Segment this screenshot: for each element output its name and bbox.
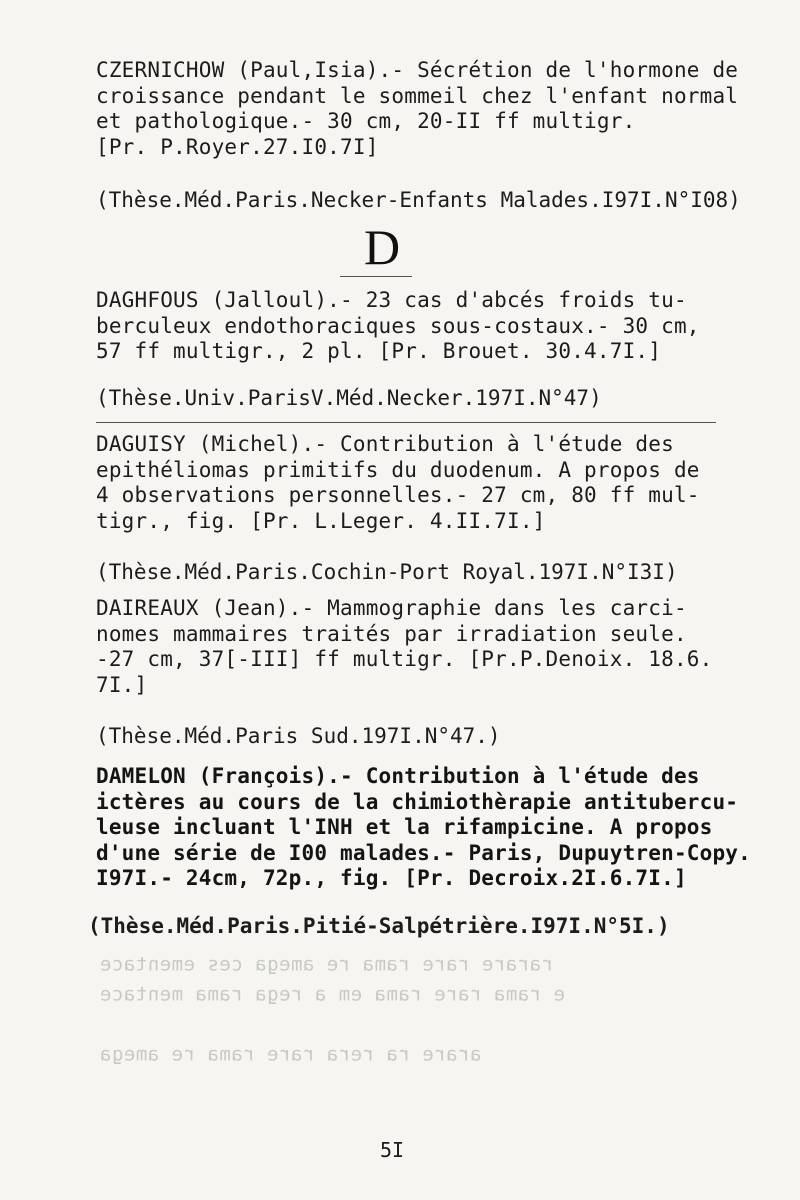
entry-line: tigr., fig. [Pr. L.Leger. 4.II.7I.]: [96, 508, 546, 533]
entry-line: leuse incluant l'INH et la rifampicine. A propos: [96, 815, 713, 839]
entry-line: et pathologique.- 30 cm, 20-II ff multigr.: [96, 109, 636, 133]
entry-line: DAIREAUX (Jean).- Mammographie dans les carci-: [96, 596, 687, 620]
entry-line: 57 ff multigr., 2 pl. [Pr. Brouet. 30.4.7I.]: [96, 339, 662, 363]
bleed-through-text: ɐƃǝɯɐ ǝɹ ɐɯɐɹ ǝɹɐɹ ɐɹǝɹ ɐɹ ǝɹɐɹɐ: [100, 1045, 483, 1067]
bibliography-entry: [96, 432, 716, 534]
bleed-through-text: ǝɔɐʇuǝɯ ɐɯɐɹ ɐƃǝɹ ɐ ɯǝ ɐɯɐɹ ǝɹɐɹ ɐɯɐɹ ǝ: [100, 985, 566, 1007]
bibliography-entry: [96, 288, 716, 365]
entry-line: d'une série de I00 malades.- Paris, Dupuytren-Copy.: [96, 840, 751, 865]
thesis-reference: (Thèse.Méd.Paris Sud.197I.N°47.): [96, 724, 501, 748]
entry-line: I97I.- 24cm, 72p., fig. [Pr. Decroix.2I.6.7I.]: [96, 866, 687, 890]
entry-line: DAGHFOUS (Jalloul).- 23 cas d'abcés froids tu-: [96, 288, 687, 312]
entry-line: DAGUISY (Michel).- Contribution à l'étude des: [96, 432, 674, 456]
entry-line: croissance pendant le sommeil chez l'enfant normal: [96, 83, 739, 108]
thesis-reference: (Thèse.Univ.ParisV.Méd.Necker.197I.N°47): [96, 386, 602, 410]
section-letter: D: [364, 219, 401, 275]
entry-line: DAMELON (François).- Contribution à l'étude des: [96, 764, 700, 788]
page-number: 5I: [380, 1138, 405, 1162]
letter-underline: [340, 276, 412, 277]
thesis-reference: (Thèse.Méd.Paris.Pitié-Salpétrière.I97I.N°5I.): [88, 914, 670, 938]
thesis-reference: (Thèse.Méd.Paris.Cochin-Port Royal.197I.N°I3I): [96, 560, 678, 584]
bibliography-entry: [96, 764, 751, 892]
bibliography-entry: [96, 58, 739, 160]
entry-line: -27 cm, 37[-III] ff multigr. [Pr.P.Denoix. 18.6.: [96, 647, 713, 671]
thesis-reference: (Thèse.Méd.Paris.Necker-Enfants Malades.I97I.N°I08): [96, 188, 741, 212]
bibliography-entry: [96, 596, 716, 698]
bleed-through-text: ǝɔɐʇuǝɯǝ sǝɔ ɐƃǝɯɐ ǝɹ ɐɯɐɹ ǝɹɐɹ ǝɹɐɹɐɹ: [100, 955, 554, 977]
entry-line: nomes mammaires traités par irradiation seule.: [96, 621, 687, 646]
entry-line: berculeux endothoraciques sous-costaux.- 30 cm,: [96, 313, 700, 338]
divider: [96, 422, 716, 423]
entry-line: 4 observations personnelles.- 27 cm, 80 ff mul-: [96, 483, 700, 507]
entry-line: CZERNICHOW (Paul,Isia).- Sécrétion de l'hormone de: [96, 58, 739, 82]
entry-line: epithéliomas primitifs du duodenum. A propos de: [96, 457, 700, 482]
entry-line: [Pr. P.Royer.27.I0.7I]: [96, 134, 379, 159]
entry-line: 7I.]: [96, 672, 148, 697]
entry-line: ictères au cours de la chimiothèrapie antitubercu-: [96, 789, 739, 814]
